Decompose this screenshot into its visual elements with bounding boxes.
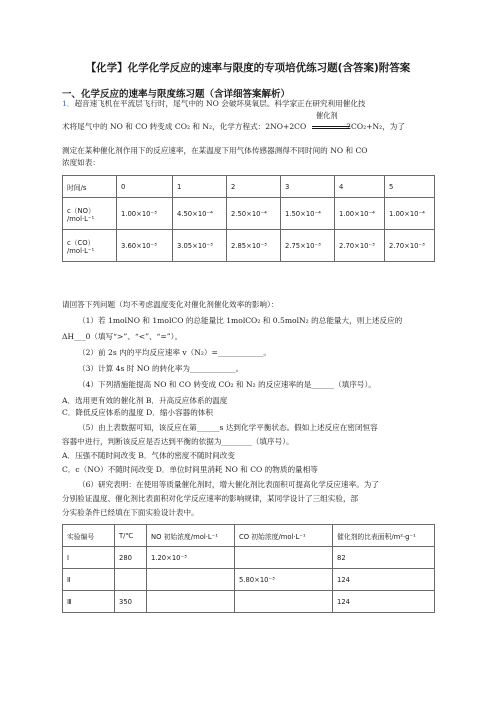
header-cell: 2 [227, 176, 281, 198]
table-cell: 3.05×10⁻³ [173, 230, 227, 262]
sub-question-3: （3）计算 4s 时 NO 的转化率为____________。 [78, 364, 244, 373]
sub-question-1-cont: ΔH___0（填写“>”、“<”、“=”）。 [62, 332, 183, 341]
instruction-line: 请回答下列问题（均不考虑温度变化对催化剂催化效率的影响）： [62, 300, 279, 309]
table-cell: 5.80×10⁻³ [235, 569, 333, 591]
option-line: A．选用更有效的催化剂 B．升高反应体系的温度 [62, 396, 228, 405]
sub-question-6: （6）研究表明：在使用等质量催化剂时，增大催化剂比表面积可提高化学反应速率。为了 [78, 480, 379, 489]
table-cell: 1.00×10⁻³ [117, 198, 173, 230]
sub-question-6-cont: 分实验条件已经填在下面实验设计表中。 [62, 508, 199, 517]
option-line: A．压强不随时间改变 B．气体的密度不随时间改变 [62, 451, 235, 460]
table-cell: 124 [333, 569, 435, 591]
table-cell: 3.60×10⁻³ [117, 230, 173, 262]
table-cell: 124 [333, 591, 435, 613]
experiment-design-table [62, 524, 435, 613]
row-label-top: c（NO） [67, 206, 95, 215]
table-cell: 2.85×10⁻³ [227, 230, 281, 262]
question-number: 1． [62, 99, 75, 108]
question-text-1: 超音速飞机在平流层飞行时，尾气中的 NO 会破坏臭氧层。科学家正在研究利用催化技 [74, 99, 366, 108]
table-header-row [63, 176, 435, 198]
row-label [63, 230, 117, 262]
table-cell: 280 [115, 547, 147, 569]
table-cell: 1.00×10⁻⁴ [385, 198, 435, 230]
header-cell: 催化剂的比表面积/m²·g⁻¹ [333, 525, 435, 547]
header-cell: 1 [173, 176, 227, 198]
table-row [63, 547, 435, 569]
row-label-bottom: /mol·L⁻¹ [67, 214, 95, 223]
table-cell [235, 591, 333, 613]
table-cell: Ⅰ [63, 547, 115, 569]
table-cell [147, 569, 235, 591]
header-cell: 3 [281, 176, 335, 198]
table-cell: Ⅱ [63, 569, 115, 591]
question-line-3: 测定在某种催化剂作用下的反应速率，在某温度下用气体传感器测得不同时间的 NO 和 CO [62, 146, 368, 155]
table-header-row [63, 525, 435, 547]
question-line-2 [62, 122, 405, 132]
table-row [63, 591, 435, 613]
equation-arrow-top [312, 126, 350, 127]
table-row [63, 198, 435, 230]
header-cell: T/℃ [115, 525, 147, 547]
header-cell: CO 初始浓度/mol·L⁻¹ [235, 525, 333, 547]
sub-question-5: （5）由上表数据可知，该反应在第______s 达到化学平衡状态。假如上述反应在密闭恒容 [78, 423, 378, 432]
sub-question-6-cont: 分别验证温度、催化剂比表面积对化学反应速率的影响规律，某同学设计了三组实验，部 [62, 494, 359, 503]
table-cell: 2.75×10⁻³ [281, 230, 335, 262]
table-cell [235, 547, 333, 569]
table-cell: 82 [333, 547, 435, 569]
table-cell: Ⅲ [63, 591, 115, 613]
table-row [63, 569, 435, 591]
table-cell: 2.70×10⁻³ [335, 230, 385, 262]
table-cell: 1.00×10⁻⁴ [335, 198, 385, 230]
sub-question-1: （1）若 1molNO 和 1molCO 的总能量比 1molCO₂ 和 0.5molN₂ 的总能量大，则上述反应的 [78, 316, 403, 325]
table-cell: 2.70×10⁻³ [385, 230, 435, 262]
header-cell: 实验编号 [63, 525, 115, 547]
sub-question-2: （2）前 2s 内的平均反应速率 v（N₂）=____________。 [78, 348, 272, 357]
table-cell: 1.50×10⁻⁴ [281, 198, 335, 230]
header-cell: 5 [385, 176, 435, 198]
table-cell [147, 591, 235, 613]
catalyst-label: 催化剂 [316, 111, 338, 120]
row-label-bottom: /mol·L⁻¹ [67, 246, 95, 255]
table-cell: 350 [115, 591, 147, 613]
table-cell: 4.50×10⁻⁴ [173, 198, 227, 230]
option-line: C．c（NO）不随时间改变 D．单位时间里消耗 NO 和 CO 的物质的量相等 [62, 465, 318, 474]
sub-question-4: （4）下列措施能提高 NO 和 CO 转变成 CO₂ 和 N₂ 的反应速率的是______（填序号）。 [78, 380, 376, 389]
row-label [63, 198, 117, 230]
header-cell: 4 [335, 176, 385, 198]
concentration-table [62, 175, 435, 262]
equation-arrow-bottom [312, 128, 350, 129]
section-title: 一、化学反应的速率与限度练习题（含详细答案解析） [62, 89, 291, 100]
sub-question-5-cont: 容器中进行，判断该反应是否达到平衡的依据为________（填序号）。 [62, 437, 294, 446]
table-cell: 1.20×10⁻³ [147, 547, 235, 569]
question-text-2a: 术将尾气中的 NO 和 CO 转变成 CO₂ 和 N₂，化学方程式：2NO+2CO [62, 122, 307, 131]
row-label-top: c（CO） [67, 238, 95, 247]
header-cell: 时间/s [63, 176, 117, 198]
table-cell: 2.50×10⁻⁴ [227, 198, 281, 230]
table-cell [115, 569, 147, 591]
question-line-4: 浓度如表： [62, 158, 100, 167]
header-cell: NO 初始浓度/mol·L⁻¹ [147, 525, 235, 547]
header-cell: 0 [117, 176, 173, 198]
doc-title: 【化学】化学化学反应的速率与限度的专项培优练习题(含答案)附答案 [85, 62, 411, 74]
option-line: C．降低反应体系的温度 D．缩小容器的体积 [62, 408, 213, 417]
question-line-1 [62, 99, 366, 109]
question-text-2b: 2CO₂+N₂，为了 [346, 122, 405, 131]
table-row [63, 230, 435, 262]
